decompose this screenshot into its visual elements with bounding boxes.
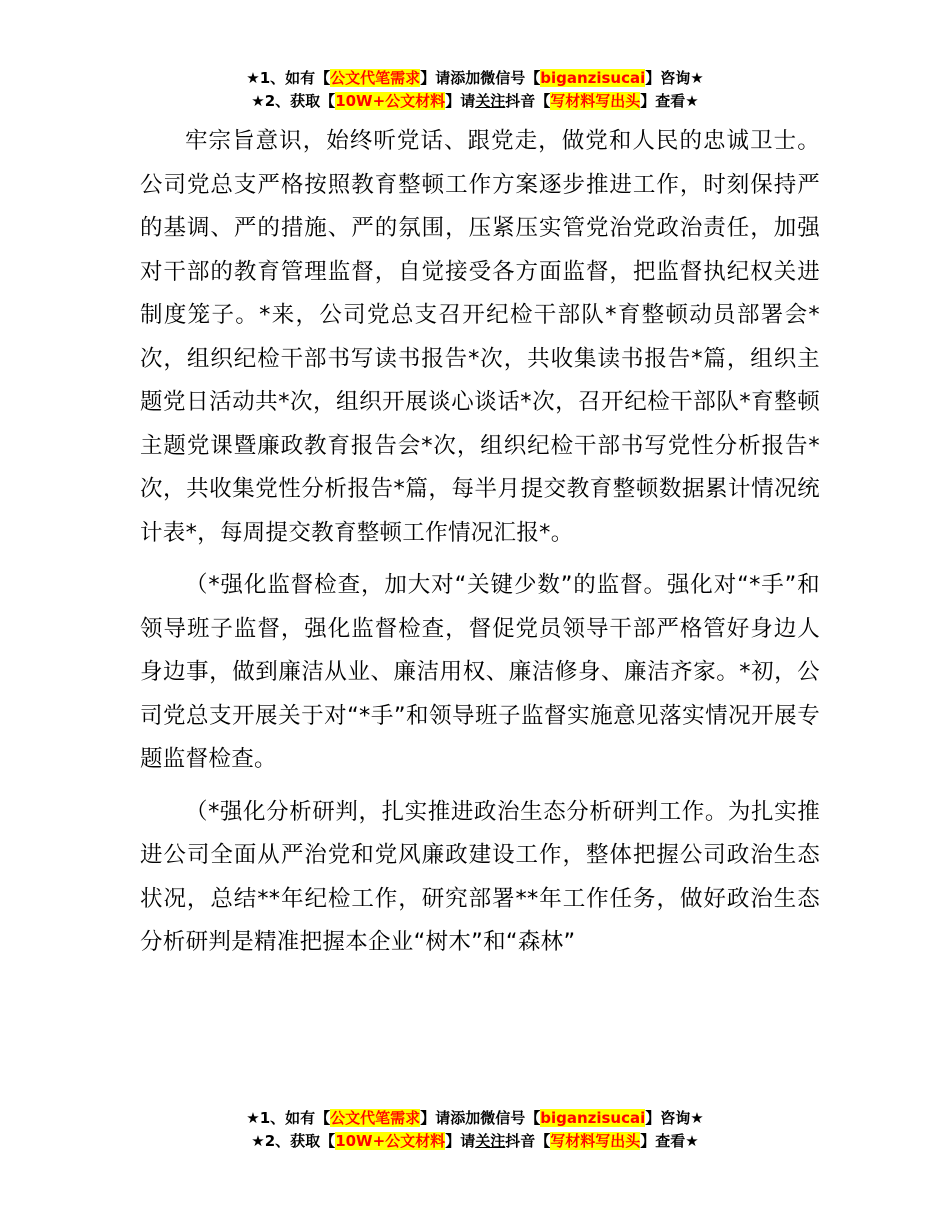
promo-line-2	[0, 90, 950, 113]
douyin-highlight: 写材料写出头	[550, 92, 641, 110]
wechat-id-highlight: biganzisucai	[540, 1109, 646, 1127]
promo-highlight: 公文代笔需求	[330, 1109, 421, 1127]
footer-promo-banner	[0, 1107, 950, 1153]
promo-highlight: 10W+公文材料	[335, 92, 446, 110]
promo-text: 】咨询★	[645, 1109, 704, 1127]
body-paragraph: （*强化监督检查，加大对“关键少数”的监督。强化对“*手”和领导班子监督，强化监督检查，督促党员领导干部严格管好身边人身边事，做到廉洁从业、廉洁用权、廉洁修身、廉洁齐家。*初，公司党总支开展关于对“*手”和领导班子监督实施意见落实情况开展专题监督检查。	[140, 572, 820, 772]
promo-text: ★1、如有【	[246, 69, 331, 87]
promo-underlined: 关注	[475, 92, 506, 110]
promo-text: ★2、获取【	[251, 1132, 336, 1150]
promo-highlight: 公文代笔需求	[330, 69, 421, 87]
header-promo-banner	[0, 67, 950, 113]
promo-text: 抖音【	[505, 92, 551, 110]
promo-text: ★2、获取【	[251, 92, 336, 110]
promo-underlined: 关注	[475, 1132, 506, 1150]
body-paragraph: （*强化分析研判，扎实推进政治生态分析研判工作。为扎实推进公司全面从严治党和党风廉政建设工作，整体把握公司政治生态状况，总结**年纪检工作，研究部署**年工作任务，做好政治生态分析研判是精准把握本企业“树木”和“森林”	[140, 798, 820, 955]
promo-text: 】查看★	[640, 92, 699, 110]
douyin-highlight: 写材料写出头	[550, 1132, 641, 1150]
document-body	[140, 120, 820, 965]
promo-highlight: 10W+公文材料	[335, 1132, 446, 1150]
promo-text: 】请	[445, 1132, 476, 1150]
promo-line-1	[0, 1107, 950, 1130]
promo-text: 】查看★	[640, 1132, 699, 1150]
promo-line-1	[0, 67, 950, 90]
promo-line-2	[0, 1130, 950, 1153]
promo-text: 】请添加微信号【	[420, 1109, 541, 1127]
promo-text: 抖音【	[505, 1132, 551, 1150]
promo-text: 】咨询★	[645, 69, 704, 87]
wechat-id-highlight: biganzisucai	[540, 69, 646, 87]
promo-text: 】请	[445, 92, 476, 110]
body-paragraph: 牢宗旨意识，始终听党话、跟党走，做党和人民的忠诚卫士。公司党总支严格按照教育整顿工作方案逐步推进工作，时刻保持严的基调、严的措施、严的氛围，压紧压实管党治党政治责任，加强对干部的教育管理监督，自觉接受各方面监督，把监督执纪权关进制度笼子。*来，公司党总支召开纪检干部队*育整顿动员部署会*次，组织纪检干部书写读书报告*次，共收集读书报告*篇，组织主题党日活动共*次，组织开展谈心谈话*次，召开纪检干部队*育整顿主题党课暨廉政教育报告会*次，组织纪检干部书写党性分析报告*次，共收集党性分析报告*篇，每半月提交教育整顿数据累计情况统计表*，每周提交教育整顿工作情况汇报*。	[140, 128, 820, 546]
promo-text: ★1、如有【	[246, 1109, 331, 1127]
promo-text: 】请添加微信号【	[420, 69, 541, 87]
